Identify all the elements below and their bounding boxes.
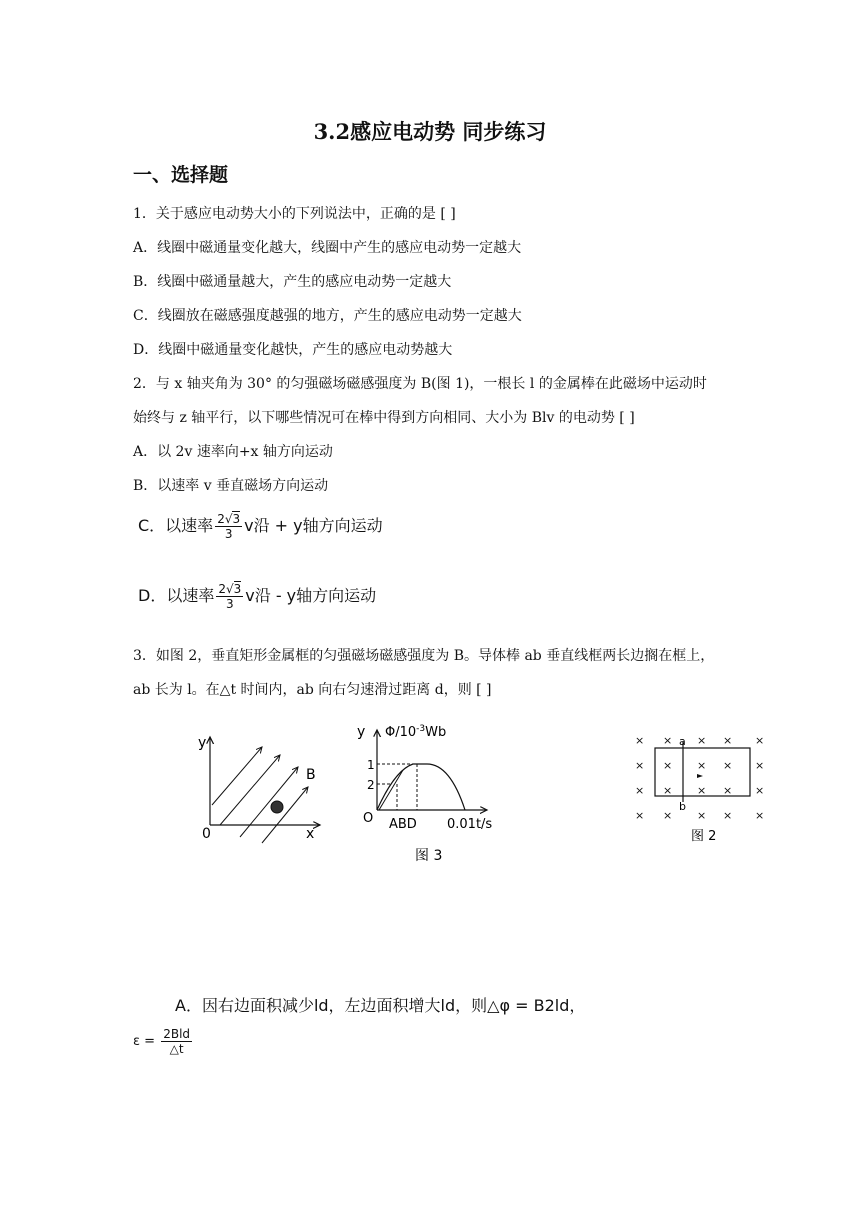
figure-1 — [190, 725, 330, 850]
fraction: $\frac{\text{2Bld}}{\triangle t}$ — [163, 1027, 191, 1056]
q3-stem-line1: 3．如图 2，垂直矩形金属框的匀强磁场磁感强度为 B。导体棒 ab 垂直线框两长边搁在框上， — [133, 648, 715, 664]
q2-option-d: D．以速率 $\frac{2√3}{3}$ v沿 - y轴方向运动 — [138, 582, 377, 611]
svg-text:×: × — [663, 759, 673, 772]
svg-text:×: × — [755, 784, 765, 797]
svg-text:×: × — [697, 759, 707, 772]
svg-text:×: × — [755, 809, 765, 822]
q1-option-c: C．线圈放在磁感强度越强的地方，产生的感应电动势一定越大 — [133, 308, 522, 324]
svg-text:×: × — [723, 759, 733, 772]
q1-option-b: B．线圈中磁通量越大，产生的感应电动势一定越大 — [133, 274, 452, 290]
q1-option-a: A．线圈中磁通量变化越大，线圈中产生的感应电动势一定越大 — [133, 240, 522, 256]
y-label: y — [198, 735, 207, 751]
svg-text:×: × — [635, 734, 645, 747]
svg-text:×: × — [663, 809, 673, 822]
fraction: $\frac{2√3}{3}$ — [218, 582, 242, 611]
svg-text:×: × — [697, 734, 707, 747]
y-label: y — [357, 724, 366, 740]
figure-2 — [625, 728, 775, 848]
fraction: $\frac{2√3}{3}$ — [217, 512, 241, 541]
page-title: 3.2感应电动势 同步练习 — [313, 119, 547, 144]
q2-stem-line2: 始终与 z 轴平行，以下哪些情况可在棒中得到方向相同、大小为 Blv 的电动势 [ ] — [133, 410, 635, 426]
q3-stem-line2: ab 长为 l。在△t 时间内，ab 向右匀速滑过距离 d，则 [ ] — [133, 682, 492, 698]
q1-option-d: D．线圈中磁通量变化越快，产生的感应电动势越大 — [133, 342, 453, 358]
svg-text:×: × — [723, 809, 733, 822]
q2-option-a: A．以 2v 速率向+x 轴方向运动 — [133, 444, 333, 460]
point-labels: ABD — [389, 817, 417, 832]
q2-option-b: B．以速率 v 垂直磁场方向运动 — [133, 478, 329, 494]
svg-text:×: × — [697, 809, 707, 822]
q2-stem-line1: 2．与 x 轴夹角为 30° 的匀强磁场磁感强度为 B(图 1)，一根长 l 的金属棒在此磁场中运动时 — [133, 376, 707, 392]
x-label: x — [306, 826, 315, 842]
rod-cross-section — [271, 801, 283, 813]
figure-3 — [355, 718, 515, 868]
figure-caption: 图 2 — [691, 829, 717, 844]
t-label: 0.01t/s — [447, 817, 493, 832]
rod-end-b: b — [679, 800, 686, 813]
answer-a-formula: ε = $\frac{\text{2Bld}}{\triangle t}$ — [133, 1027, 191, 1056]
figure-caption: 图 3 — [415, 848, 443, 864]
svg-text:×: × — [635, 809, 645, 822]
phi-unit-label: $\Phi/10^{-3}Wb$ — [385, 724, 447, 740]
answer-a-line: A．因右边面积减少ld，左边面积增大ld，则△φ = B2ld， — [175, 996, 586, 1015]
svg-text:×: × — [663, 734, 673, 747]
tangent-line — [379, 770, 403, 810]
rod-end-a: a — [679, 735, 686, 748]
field-line — [212, 747, 262, 805]
tick-1: 1 — [367, 758, 375, 772]
q1-stem: 1．关于感应电动势大小的下列说法中，正确的是 [ ] — [133, 206, 456, 222]
field-marks — [635, 734, 764, 822]
svg-text:×: × — [755, 759, 765, 772]
q2-option-c: C．以速率 $\frac{2√3}{3}$ v沿 + y轴方向运动 — [138, 512, 383, 541]
tick-2: 2 — [367, 778, 375, 792]
b-label: B — [306, 767, 316, 783]
field-line — [240, 767, 298, 837]
field-line — [262, 787, 308, 843]
svg-text:×: × — [635, 759, 645, 772]
svg-text:×: × — [723, 734, 733, 747]
svg-text:×: × — [755, 734, 765, 747]
svg-text:×: × — [663, 784, 673, 797]
origin-label: O — [363, 811, 374, 826]
svg-text:×: × — [723, 784, 733, 797]
svg-text:×: × — [635, 784, 645, 797]
flux-curve — [377, 764, 465, 810]
svg-text:×: × — [697, 784, 707, 797]
field-line — [220, 755, 280, 825]
origin-label: 0 — [202, 826, 211, 842]
velocity-arrow — [697, 774, 703, 778]
section-heading: 一、选择题 — [133, 164, 229, 186]
